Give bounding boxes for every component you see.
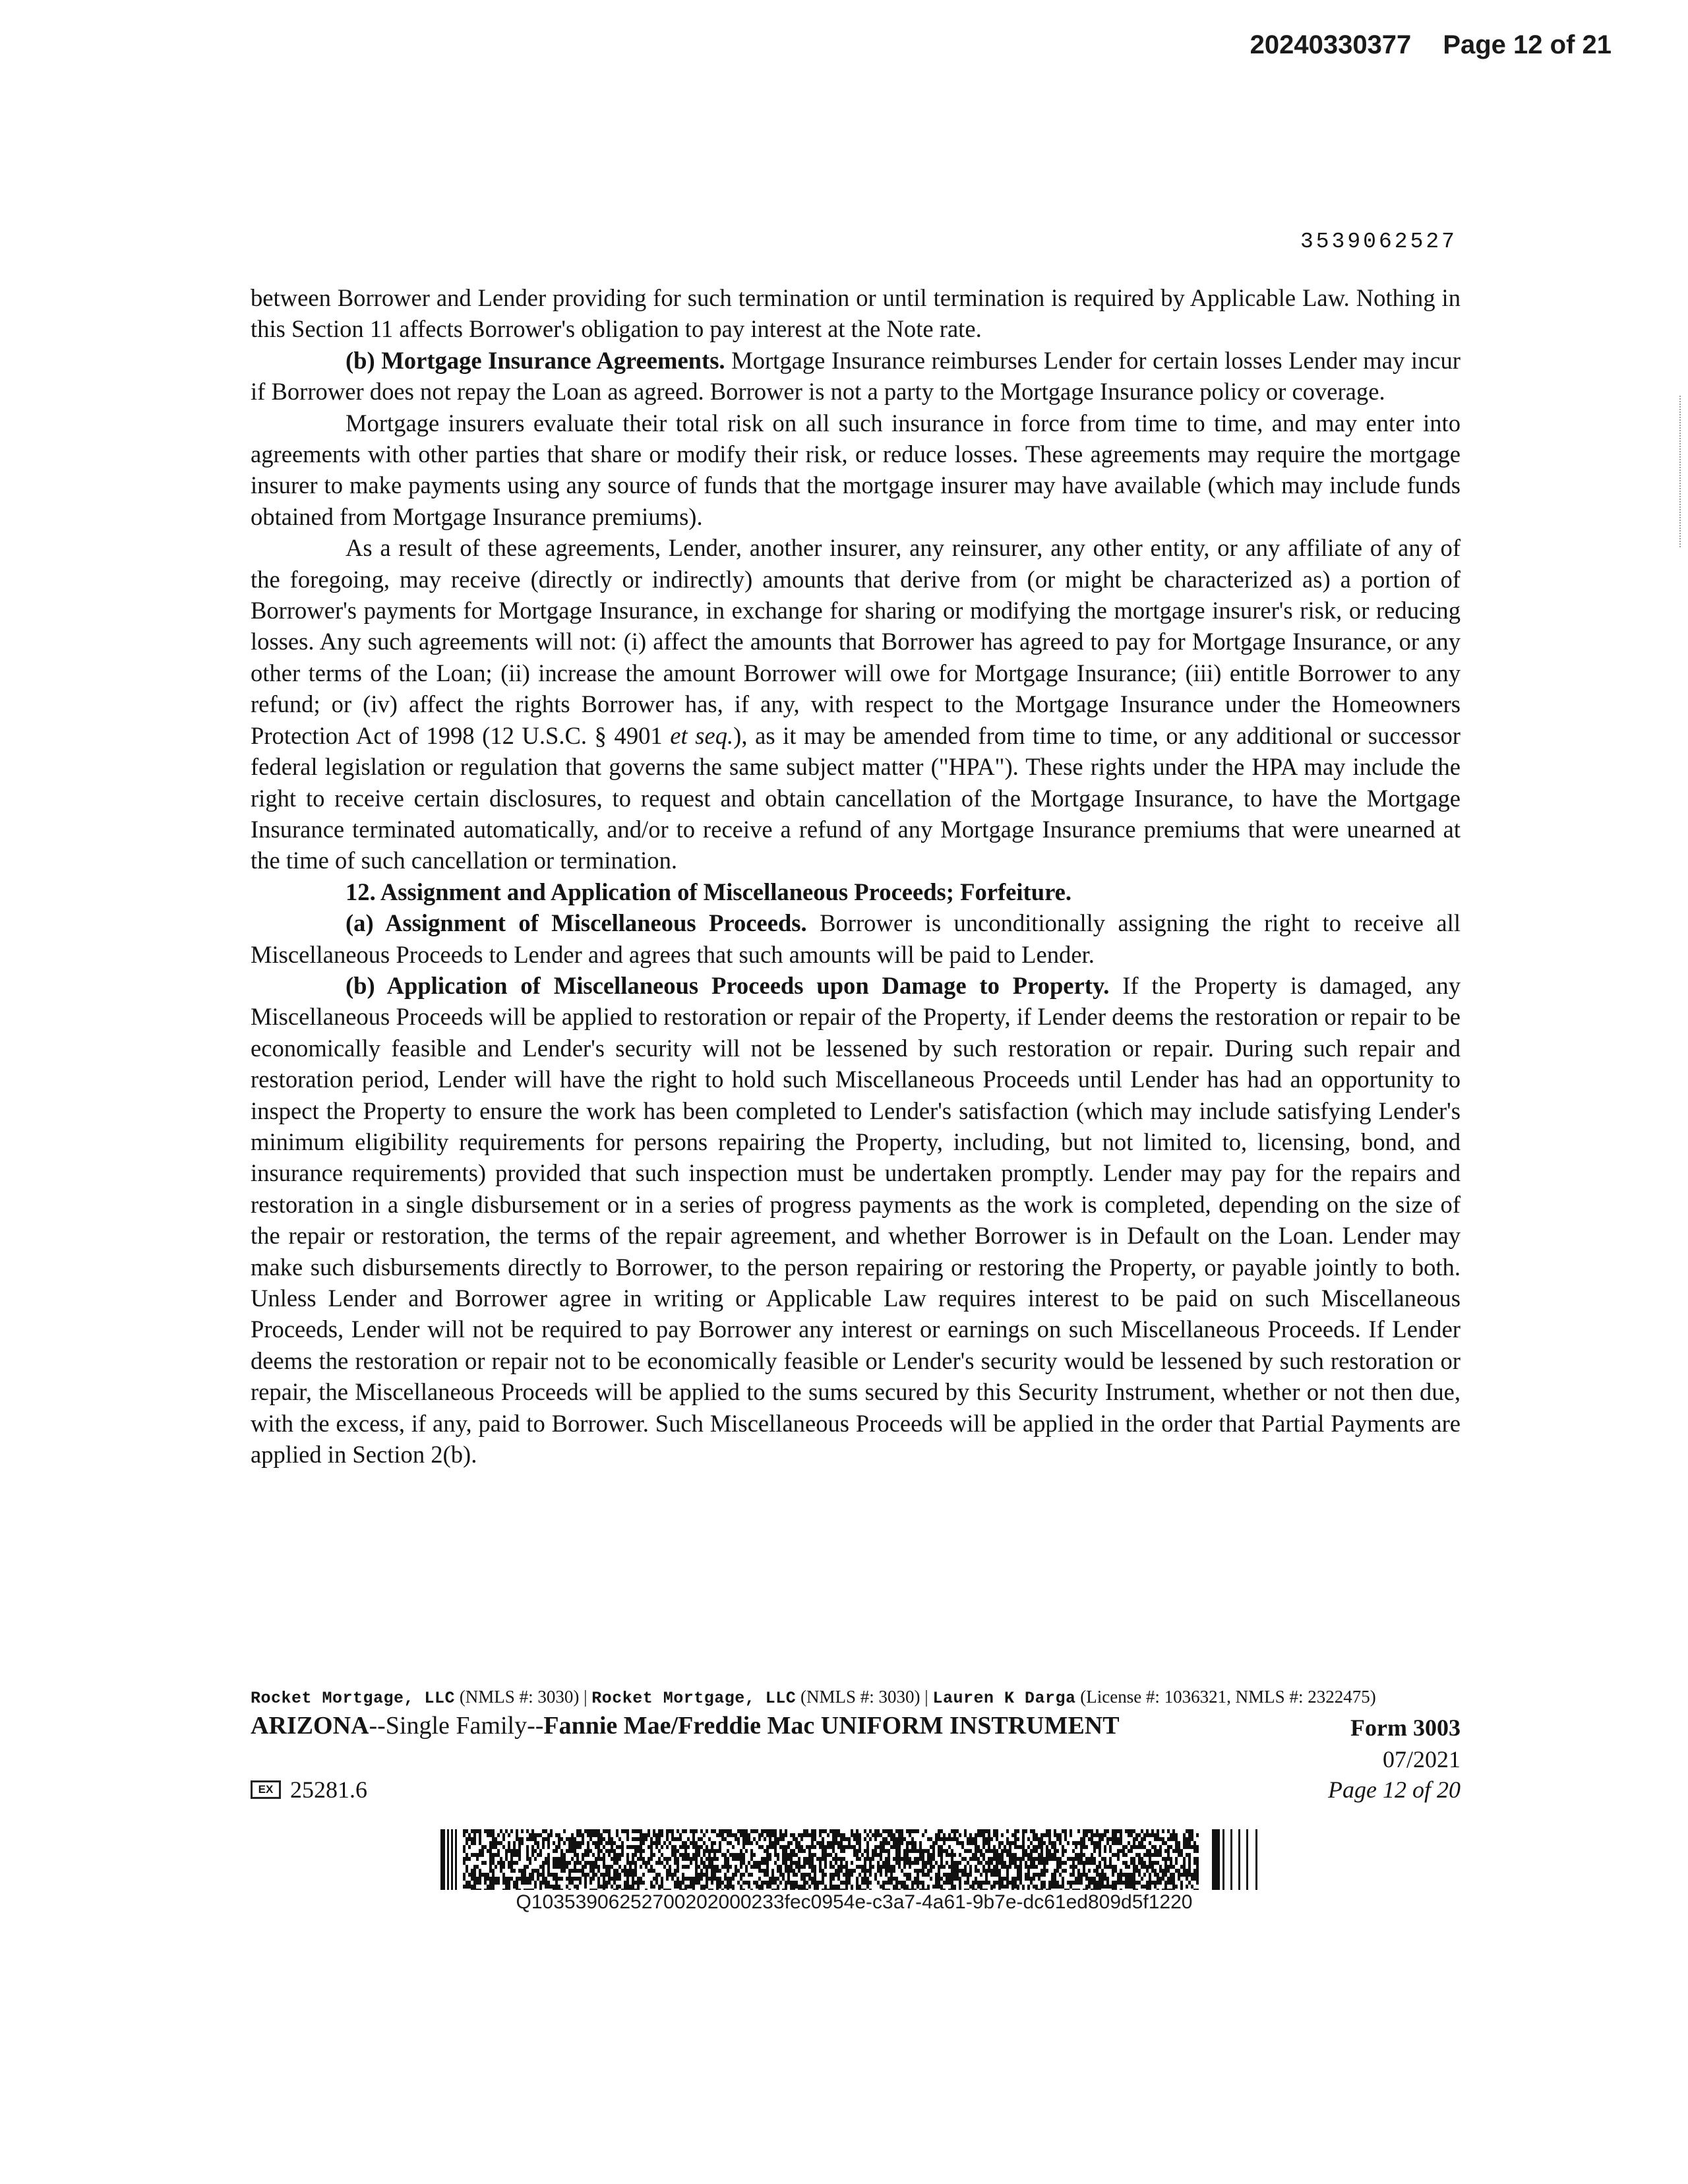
lender-name: Rocket Mortgage, LLC <box>591 1689 797 1708</box>
paragraph-assignment-of-proceeds: (a) Assignment of Miscellaneous Proceeds. Borrower is unconditionally assigning the right to receive all Miscellaneous Proceeds to Lender and agrees that such amounts will be paid to Lender. <box>251 909 1461 968</box>
originator-name: Lauren K Darga <box>932 1689 1076 1708</box>
form-number: Form 3003 <box>1350 1714 1461 1741</box>
subsection-heading: (a) Assignment of Miscellaneous Proceeds. <box>346 909 807 937</box>
document-body <box>251 282 1461 1470</box>
recording-stamp <box>1250 30 1612 60</box>
loan-number: 3539062527 <box>1300 229 1457 254</box>
paragraph-application-of-proceeds: (b) Application of Miscellaneous Proceeds upon Damage to Property. If the Property is damaged, any Miscellaneous Proceeds will be applied to restoration or repair of the Property, if Lender deems the restoration or repair to be economically feasible and Lender's security will not be lessened by such restoration or repair. During such repair and restoration period, Lender will have the right to hold such Miscellaneous Proceeds until Lender has had an opportunity to inspect the Property to ensure the work has been completed to Lender's satisfaction (which may include satisfying Lender's minimum eligibility requirements for persons repairing the Property, including, but not limited to, licensing, bond, and insurance requirements) provided that such inspection must be undertaken promptly. Lender may pay for the repairs and restoration in a single disbursement or in a series of progress payments as the work is completed, depending on the size of the repair or restoration, the terms of the repair agreement, and whether Borrower is in Default on the Loan. Lender may make such disbursements directly to Borrower, to the person repairing or restoring the Property, or payable jointly to both. Unless Lender and Borrower agree in writing or Applicable Law requires interest to be paid on such Miscellaneous Proceeds, Lender will not be required to pay Borrower any interest or earnings on such Miscellaneous Proceeds. If Lender deems the restoration or repair not to be economically feasible or Lender's security would be lessened by such restoration or repair, the Miscellaneous Proceeds will be applied to the sums secured by this Security Instrument, whether or not then due, with the excess, if any, paid to Borrower. Such Miscellaneous Proceeds will be applied in the order that Partial Payments are applied in Section 2(b). <box>251 971 1461 1469</box>
section-12-heading: 12. Assignment and Application of Miscellaneous Proceeds; Forfeiture. <box>346 878 1072 905</box>
ex-logo-icon: EX <box>251 1780 281 1799</box>
document-code: EX 25281.6 <box>251 1776 367 1804</box>
paragraph-continuation: between Borrower and Lender providing for such termination or until termination is required by Applicable Law. Nothing in this Section 11 affects Borrower's obligation to pay interest at the Note rate. <box>251 284 1461 343</box>
scan-margin-mark <box>1679 396 1683 547</box>
paragraph-result-of-agreements: As a result of these agreements, Lender, another insurer, any reinsurer, any other entity, or any affiliate of any of the foregoing, may receive (directly or indirectly) amounts that derive from (or might be characterized as) a portion of Borrower's payments for Mortgage Insurance, in exchange for sharing or modifying the mortgage insurer's risk, or reducing losses. Any such agreements will not: (i) affect the amounts that Borrower has agreed to pay for Mortgage Insurance, or any other terms of the Loan; (ii) increase the amount Borrower will owe for Mortgage Insurance; (iii) entitle Borrower to any refund; or (iv) affect the rights Borrower has, if any, with respect to the Mortgage Insurance under the Homeowners Protection Act of 1998 (12 U.S.C. § 4901 et seq.), as it may be amended from time to time, or any additional or successor federal legislation or regulation that governs the same subject matter ("HPA"). These rights under the HPA may include the right to receive certain disclosures, to request and obtain cancellation of the Mortgage Insurance, to have the Mortgage Insurance terminated automatically, and/or to receive a refund of any Mortgage Insurance premiums that were unearned at the time of such cancellation or termination. <box>251 534 1461 874</box>
barcode-icon <box>440 1829 1268 1890</box>
lender-name: Rocket Mortgage, LLC <box>251 1689 456 1708</box>
instrument-title: ARIZONA--Single Family--Fannie Mae/Freddie Mac UNIFORM INSTRUMENT <box>251 1712 1120 1740</box>
barcode-caption: Q10353906252700202000233fec0954e-c3a7-4a61-9b7e-dc61ed809d5f1220 <box>516 1891 1193 1913</box>
recording-page-label: Page 12 of 21 <box>1443 30 1612 59</box>
form-page-number: Page 12 of 20 <box>1328 1776 1461 1803</box>
subsection-heading: (b) Application of Miscellaneous Proceeds upon Damage to Property. <box>346 971 1110 999</box>
form-date: 07/2021 <box>1382 1746 1461 1773</box>
document-number: 20240330377 <box>1250 30 1412 59</box>
document-footer <box>251 1685 1461 1745</box>
paragraph-mortgage-insurers: Mortgage insurers evaluate their total risk on all such insurance in force from time to time, and may enter into agreements with other parties that share or modify their risk, or reduce losses. These agreements may require the mortgage insurer to make payments using any source of funds that the mortgage insurer may have available (which may include funds obtained from Mortgage Insurance premiums). <box>251 409 1461 530</box>
lender-line: Rocket Mortgage, LLC (NMLS #: 3030) | Rocket Mortgage, LLC (NMLS #: 3030) | Lauren K Darga (License #: 1036321, NMLS #: 2322475) <box>251 1687 1376 1708</box>
paragraph-mortgage-insurance-agreements: (b) Mortgage Insurance Agreements. Mortgage Insurance reimburses Lender for certain losses Lender may incur if Borrower does not repay the Loan as agreed. Borrower is not a party to the Mortgage Insurance policy or coverage. <box>251 346 1461 406</box>
subsection-heading: (b) Mortgage Insurance Agreements. <box>346 346 725 374</box>
